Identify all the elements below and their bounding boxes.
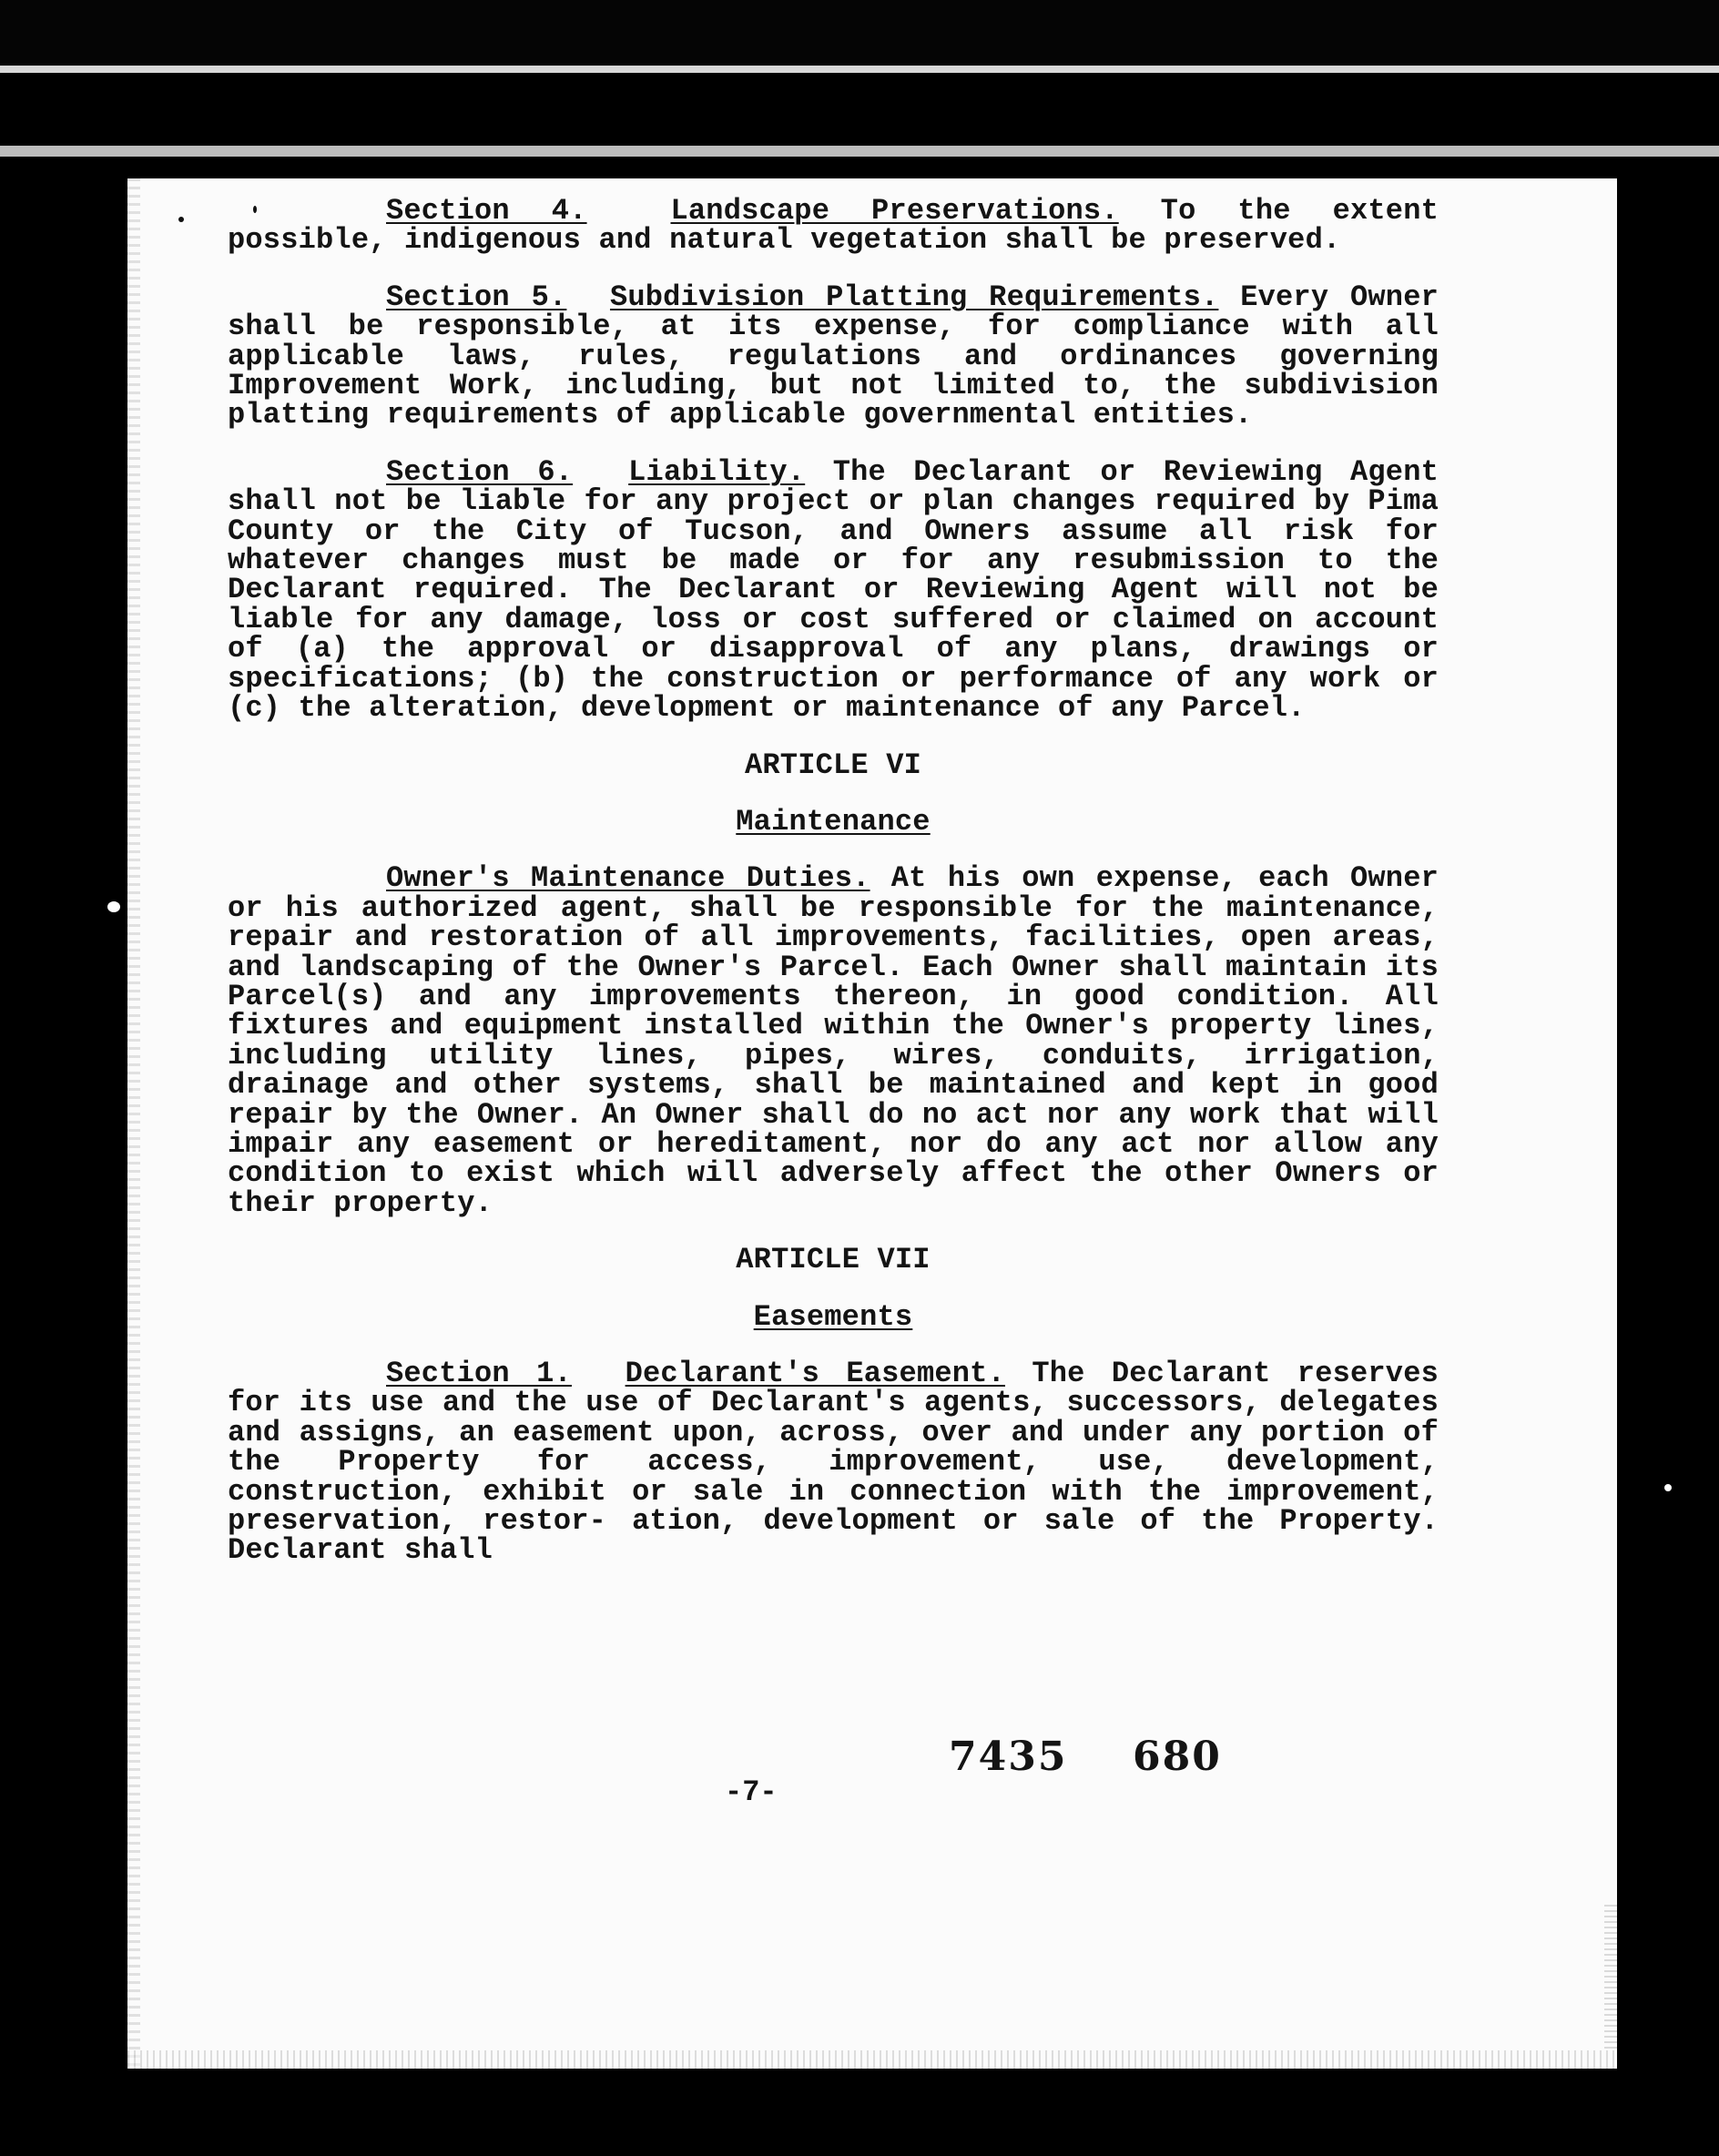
docket-number: 7435 [949,1734,1068,1780]
scan-gap-strip [0,146,1719,157]
scan-noise-bottom [127,2050,1617,2069]
article-6-label: ARTICLE VI [744,747,922,782]
document-body [228,194,1439,1593]
section-4-body: To the extent possible, indigenous and natural vegetation shall be preserved. [228,194,1439,258]
maintenance-duties-body: At his own expense, each Owner or his authorized agent, shall be responsible for the maintenance, repair and restoration of all improvements, facilities, open areas, and landscaping of the Owner's Parcel. Each Owner shall maintain its Parcel(s) and any improvements thereon, in good condition. All fixtures and equipment installed within the Owner's property lines, including utility lines, pipes, wires, conduits, irrigation, drainage and other systems, shall be maintained and kept in good repair by the Owner. An Owner shall do no act nor any work that will impair any easement or hereditament, nor do any act nor allow any condition to exist which will adversely affect the other Owners or their property. [228,861,1439,1220]
section-6-heading: Section 6. [386,454,574,489]
article-6-title: Maintenance [736,804,931,839]
section-6-title: Liability. [628,454,806,489]
scan-speck [178,217,184,222]
scan-speck [107,901,120,912]
section-5-body: Every Owner shall be responsible, at its expense, for compliance with all applicable laws, rules, regulations and ordinances governing Improvement Work, including, but not limited to, the subdivision platting requirements of applicable governmental entities. [228,280,1439,432]
scan-top-border-lower [0,73,1719,146]
easement-section-1-title: Declarant's Easement. [625,1357,1005,1390]
section-6-paragraph [228,454,1439,726]
section-4-paragraph [228,194,1439,258]
docket-page-number: 680 [1133,1734,1222,1780]
section-4-heading: Section 4. [386,194,587,228]
easement-section-1-paragraph [228,1359,1439,1566]
section-5-paragraph [228,280,1439,432]
maintenance-duties-title: Owner's Maintenance Duties. [386,861,870,896]
easement-section-1-body: The Declarant reserves for its use and the use of Declarant's agents, successors, delegates and assigns, an easement upon, across, over and under any portion of the Property for access, improvement, use, development, construction, exhibit or sale in connection with the improvement, preservation, restor- ation, development or sale of the Property. Declarant shall [228,1357,1439,1568]
section-4-title: Landscape Preservations. [670,194,1119,228]
scan-speck [1664,1484,1672,1491]
article-7-title-line [228,1299,1439,1334]
scan-top-strip [0,66,1719,73]
article-6-title-line [228,804,1439,839]
article-7-label: ARTICLE VII [736,1243,931,1277]
section-5-title: Subdivision Platting Requirements. [609,280,1219,314]
scan-top-border [0,0,1719,66]
page-number: -7- [725,1775,778,1809]
scan-noise-right [1604,1905,1617,2050]
easement-section-1-heading: Section 1. [386,1357,572,1390]
maintenance-paragraph [228,861,1439,1220]
scan-noise-left [127,178,140,2069]
article-7-title: Easements [753,1299,913,1334]
section-5-heading: Section 5. [386,280,567,314]
section-6-body: The Declarant or Reviewing Agent shall not be liable for any project or plan changes required by Pima County or the City of Tucson, and Owners assume all risk for whatever changes must be made or for any resubmission to the Declarant required. The Declarant or Reviewing Agent will not be liable for any damage, loss or cost suffered or claimed on account of (a) the approval or disapproval of any plans, drawings or specifications; (b) the construction or performance of any work or (c) the alteration, development or maintenance of any Parcel. [228,454,1439,726]
